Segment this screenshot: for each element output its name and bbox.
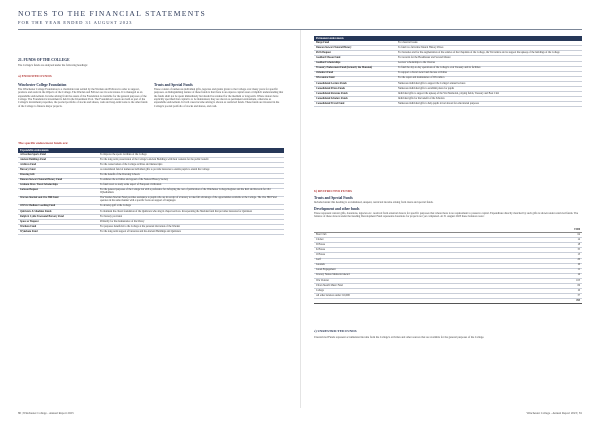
fund-description: Individual gifts to support the upkeep of the War Memorial, playing fields, Treasury and Boat Club bbox=[396, 92, 582, 97]
fund-name: Oxlenfort Fund bbox=[314, 71, 396, 76]
balance-value: 13 bbox=[527, 253, 582, 258]
fund-description: To maintain the choral foundation of the Quiristers who sing in chapel services. Incorporating the Shaddon fund that provides bursaries for Quiristers bbox=[98, 209, 284, 214]
balance-value: 10 bbox=[527, 289, 582, 294]
table-row bbox=[18, 230, 284, 235]
unrestricted-funds-text: Unrestricted Funds represent accumulated income from the College's activities and other sources that are available for the general purposes of the College. bbox=[314, 336, 485, 339]
fund-name: OWGS Medium Coaching Fund bbox=[18, 204, 98, 209]
fund-name: Jackson Bequest bbox=[18, 188, 98, 196]
page-title: NOTES TO THE FINANCIAL STATEMENTS bbox=[18, 9, 206, 18]
balance-name: D House bbox=[314, 243, 527, 248]
restricted-trusts-text: Included under this heading is accumulated, unspent, restricted income arising from trusts and special funds. bbox=[314, 201, 434, 204]
balance-name: Grounds bbox=[314, 263, 527, 268]
fund-description: To improve the sports facilities of the College bbox=[98, 153, 284, 158]
balance-value: 18 bbox=[527, 243, 582, 248]
fund-name: Consolidated Prizes Funds bbox=[314, 87, 396, 92]
balance-value: 10 bbox=[527, 263, 582, 268]
fund-description: For bursaries and for the augmentation of the salaries of the Chaplains of the College, the Wiccamica and to support the upkeep of the buildings of the College bbox=[396, 51, 582, 56]
fund-description: To fund travel to study some aspect of European civilisation bbox=[98, 183, 284, 188]
balance-name: Cricket bbox=[314, 238, 527, 243]
balance-name: All other balances under £10,000 bbox=[314, 294, 527, 299]
fund-name: Consolidated Lecture Funds bbox=[314, 81, 396, 86]
fund-name: Ancient Buildings Fund bbox=[18, 158, 98, 163]
development-funds-text: These represent current gifts, donations, legacies etc. received from external donors for specific purposes that where there is no requirement to preserve capital. Expenditure directly matched by such gifts is shown under restricted funds. The balance of these donors under the heading Development Fund represents donations for projects not yet completed. At 31 August 2023 these balances were: bbox=[314, 212, 579, 219]
fund-description: For the benefit of the Drawing Schools bbox=[98, 173, 284, 178]
balance-value: 14 bbox=[527, 238, 582, 243]
fund-description: For classical books bbox=[396, 41, 582, 46]
balance-name: K House bbox=[314, 248, 527, 253]
fund-description: To develop golf at the College bbox=[98, 204, 284, 209]
section-title: 21. FUNDS OF THE COLLEGE bbox=[18, 58, 70, 62]
section-intro: The College's funds are analysed under the following headings: bbox=[18, 64, 88, 67]
balance-value: 37 bbox=[527, 294, 582, 299]
footer-left: 80 | Winchester College - Annual Report 2023 bbox=[18, 411, 74, 415]
fund-name: Ralph & Lydia Townsend Bursary Fund bbox=[18, 215, 98, 220]
fund-name: Warren Sinclair and Ove Hill Fund bbox=[18, 196, 98, 204]
page-subtitle: FOR THE YEAR ENDED 31 AUGUST 2023 bbox=[18, 20, 133, 25]
balance-total-row bbox=[314, 299, 582, 304]
fund-name: Graham Drew Travel Scholarships bbox=[18, 183, 98, 188]
balance-name: College bbox=[314, 289, 527, 294]
fund-description: For the conservation of the College archives and manuscripts bbox=[98, 163, 284, 168]
fund-description: For the general purposes of the College but with a preference for defraying the cost of publication of the Winchester College Register and the Roll and Records for Old Wykehamists bbox=[98, 188, 284, 196]
fund-name: Consolidated Revenue Funds bbox=[314, 92, 396, 97]
endowed-funds-title: a) ENDOWED FUNDS bbox=[18, 74, 52, 78]
balance-value: 14 bbox=[527, 273, 582, 278]
fund-name: Burge Fund bbox=[314, 41, 396, 46]
fund-description: For the repair and maintenance of Wiccamica bbox=[396, 76, 582, 81]
balance-name: Golf bbox=[314, 258, 527, 263]
fund-description: For purposes beneficial to the College at the personal discretion of the Warden bbox=[98, 225, 284, 230]
fund-description: Numerous individual gifts to establish prizes for pupils bbox=[396, 87, 582, 92]
balance-name: Boat Club bbox=[314, 233, 527, 238]
fund-description: For rewards for the Headmaster and Second Master bbox=[396, 56, 582, 61]
fund-name: Duncan Stewart Natural History Fund bbox=[18, 178, 98, 183]
fund-description: Numerous individual gifts to help pupils travel abroad for educational purposes bbox=[396, 102, 582, 107]
fund-description: Numerous individual gifts to support the College's annual lectures bbox=[396, 81, 582, 86]
balance-value: 20 bbox=[527, 258, 582, 263]
balance-total: 495 bbox=[527, 299, 582, 304]
currency-header: £'000 bbox=[527, 228, 582, 233]
page-gutter bbox=[300, 30, 301, 408]
table-header: Permanent endowments bbox=[314, 36, 582, 41]
fund-description: Primarily for the maintenance of the library bbox=[98, 220, 284, 225]
fund-name: Treasury Endowment Fund (formerly the Mansion) bbox=[314, 66, 396, 71]
balance-value: 103 bbox=[527, 278, 582, 283]
fund-name: Duncan Stewart Natural History bbox=[314, 46, 396, 51]
fund-name: Goddard Mason Fund bbox=[314, 56, 396, 61]
balance-name: War Cloister bbox=[314, 278, 527, 283]
fund-name: Goddard Scholarships bbox=[314, 61, 396, 66]
fund-name: Bursary Fund bbox=[18, 168, 98, 173]
fund-description: Leavers' scholarships to the Choices bbox=[396, 61, 582, 66]
expendable-endowments-table bbox=[18, 148, 284, 235]
specific-funds-title: The specific endowment funds are: bbox=[18, 141, 69, 145]
balance-name: Literary Nature Memorial Award bbox=[314, 273, 527, 278]
balance-value: 64 bbox=[527, 233, 582, 238]
table-row bbox=[314, 102, 582, 107]
fund-name: Wykeham Fund bbox=[18, 230, 98, 235]
fund-name: Drawing Gift bbox=[18, 173, 98, 178]
fund-name: Al Gordon Sports Fund bbox=[18, 153, 98, 158]
foundation-title: Winchester College Foundation bbox=[18, 83, 67, 87]
fund-name: Wardens Fund bbox=[18, 225, 98, 230]
restricted-trusts-title: Trusts and Special Funds bbox=[314, 196, 353, 200]
fund-description: The Warden Sinclair Fund provides assistance to pupils who are in receipt of a bursary to take full advantage of the opportunities available at the College. The Ove Hill Fund operates in the same manner with a specific focus on support of languages bbox=[98, 196, 284, 204]
table-row bbox=[18, 196, 284, 204]
balance-value: 11 bbox=[527, 268, 582, 273]
restricted-funds-title: b) RESTRICTED FUNDS bbox=[314, 189, 353, 193]
fund-name: Consolidated Scholars Funds bbox=[314, 97, 396, 102]
table-header: Expendable endowments bbox=[18, 148, 284, 153]
table-row bbox=[18, 188, 284, 196]
balance-name: O House bbox=[314, 253, 527, 258]
fund-name: Space or Bequest bbox=[18, 220, 98, 225]
trusts-text: These consist of numerous individual gifts, legacies and grants given to the College over many years for specific purposes. A distinguishing feature of these funds is that there is an express capital asset or implicit understanding that the funds shall not be spent immediately but should be retained for the medium or long-term. Where donors have explicitly specified that capital is to be maintained, they are shown as permanent endowment, otherwise as expendable endowment. In both cases income arising is shown as restricted funds. These funds are invested in the College's pooled portfolio of stocks and shares, and cash. bbox=[154, 88, 284, 108]
fund-description: To fund two full-time Natural History Prizes bbox=[396, 46, 582, 51]
fund-description: To fund the day-to-day operations of the College's own Treasury and its facilities bbox=[396, 66, 582, 71]
trusts-title: Trusts and Special Funds bbox=[154, 83, 193, 87]
fund-description: For bursary provision bbox=[98, 215, 284, 220]
fund-name: Consolidated Travel Fund bbox=[314, 102, 396, 107]
fund-description: For the long-term preservation of the College's Ancient Buildings with their contents for the public benefit bbox=[98, 158, 284, 163]
fund-name: Wiccamica Fund bbox=[314, 76, 396, 81]
foundation-text: The Winchester College Foundation is a charitable trust settled by the Warden and Fellows in order to support, promote and assist in the Objects of the College. The Warden and Fellows are its sole trustee. It is managed as an expendable endowment. Income arising from the assets of the Foundation is available for the general purposes of the College. The Foundation's investment is held in the Investment Pool. The Foundation's assets are held as part of the College's investment properties, the pooled portfolio of stocks and shares, cash and long-term loans to the other funds of the College to finance major projects. bbox=[18, 88, 148, 108]
balance-name: Green Engagement bbox=[314, 268, 527, 273]
fund-description: To enhance the activities and appeal of the Natural History Society bbox=[98, 178, 284, 183]
permanent-endowments-table bbox=[314, 36, 582, 107]
unrestricted-funds-title: c) UNRESTRICTED FUNDS bbox=[314, 329, 357, 333]
fund-name: Archives Fund bbox=[18, 163, 98, 168]
fund-description: To support a choral award and diocese activities bbox=[396, 71, 582, 76]
footer-right: Winchester College - Annual Report 2023 | 81 bbox=[526, 411, 582, 415]
balance-value: 35 bbox=[527, 248, 582, 253]
fund-name: Firth Bequest bbox=[314, 51, 396, 56]
fund-description: For the long-term support of bursaries and the Ancient Buildings and Quiristers bbox=[98, 230, 284, 235]
balance-value: 69 bbox=[527, 284, 582, 289]
balance-name: Urban Sketch Music Fund bbox=[314, 284, 527, 289]
fund-description: A consolidated fund of numerous individual gifts to provide bursaries to enable pupils to attend the College bbox=[98, 168, 284, 173]
fund-name: Quiristers & Shaddon Funds bbox=[18, 209, 98, 214]
fund-description: Individual gifts for the benefit of the Scholars bbox=[396, 97, 582, 102]
development-funds-title: Development and other funds bbox=[314, 207, 360, 211]
development-balances-table bbox=[314, 228, 582, 304]
